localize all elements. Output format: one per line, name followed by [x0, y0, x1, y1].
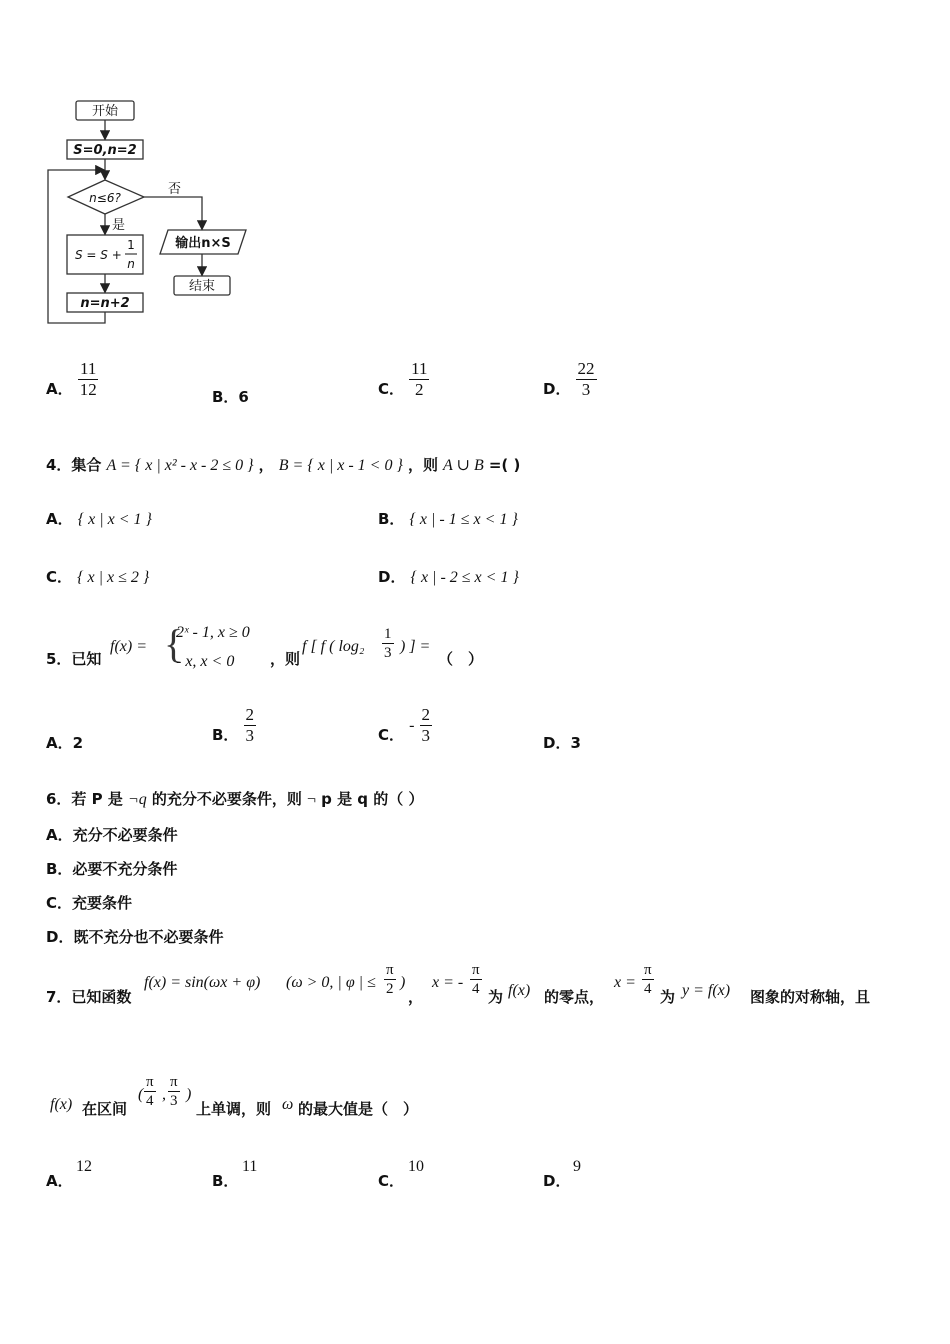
- q5-option-c-sign: -: [409, 717, 415, 734]
- q3-option-c-frac: [409, 360, 429, 399]
- q4-option-d-value: { x | - 2 ≤ x < 1 }: [410, 569, 519, 586]
- q7-option-c-value: 10: [408, 1158, 424, 1175]
- q7-zero-frac: [470, 962, 482, 997]
- q5-mid: ，则: [270, 650, 301, 668]
- q7-omega: ω: [282, 1096, 294, 1113]
- q3-option-d[interactable]: [543, 360, 597, 399]
- q7-axis-num: π: [644, 962, 652, 978]
- q7-option-c-label: C．: [378, 1172, 405, 1190]
- q5-expr-post: ) ] =: [400, 638, 431, 655]
- q3-option-d-label: D．: [543, 380, 571, 398]
- q7-int-open: (: [138, 1086, 144, 1103]
- q7-line2-fx: f(x): [50, 1096, 73, 1113]
- q4-option-c-label: C．: [46, 568, 73, 586]
- flow-output-label: 输出n×S: [175, 236, 231, 251]
- q4-option-a-value: { x | x < 1 }: [77, 511, 152, 528]
- q7-line2-text3: 的最大值是（ ）: [298, 1100, 419, 1118]
- q7-zero-text1: 为: [488, 988, 504, 1006]
- q5-expr-den: 3: [384, 645, 392, 661]
- q7-cond-end: ): [400, 974, 406, 991]
- q5-piecewise-brace: {: [164, 621, 184, 666]
- q6-stem-mid: 的充分不必要条件，则: [151, 790, 302, 808]
- q7-cond-den: 2: [386, 981, 394, 997]
- q5-option-c[interactable]: [378, 706, 432, 745]
- q7-axis-den: 4: [644, 981, 652, 997]
- flow-increment-label: n=n+2: [80, 296, 130, 311]
- q4-set-a: A = { x | x² - x - 2 ≤ 0 }: [106, 457, 254, 474]
- q6-option-d[interactable]: D．既不充分也不必要条件: [46, 928, 224, 946]
- q7-option-d-value: 9: [573, 1158, 581, 1175]
- flow-process-label: S = S +: [75, 248, 122, 262]
- q3-option-c-num: 11: [411, 359, 428, 378]
- q3-option-a[interactable]: [46, 360, 99, 399]
- q4-union: A ∪ B: [443, 457, 484, 474]
- q6-option-c[interactable]: C．充要条件: [46, 894, 133, 912]
- q4-option-d-label: D．: [378, 568, 406, 586]
- q7-cond-num: π: [386, 962, 394, 978]
- q5-option-d[interactable]: D．3: [543, 734, 581, 752]
- q3-option-c[interactable]: [378, 360, 429, 399]
- q7-line2-text1: 在区间: [82, 1100, 128, 1118]
- q7-option-d-label: D．: [543, 1172, 571, 1190]
- q7-zero-num: π: [472, 962, 480, 978]
- q4-option-a[interactable]: [46, 508, 152, 529]
- flow-no-label: 否: [168, 182, 182, 197]
- q7-prefix: 7．已知函数: [46, 988, 132, 1006]
- q3-option-a-den: 12: [79, 380, 97, 399]
- q7-int-frac2: [168, 1074, 180, 1109]
- q5-option-b-den: 3: [245, 726, 255, 745]
- q4-option-b-value: { x | - 1 ≤ x < 1 }: [409, 511, 518, 528]
- q7-int-close: ): [186, 1086, 192, 1103]
- q7-axis-pre: x =: [614, 974, 636, 991]
- q5-fx: f(x) =: [110, 638, 147, 655]
- q6-option-b[interactable]: B．必要不充分条件: [46, 860, 178, 878]
- q3-option-a-frac: [78, 360, 99, 399]
- q7-axis-frac: [642, 962, 654, 997]
- q4-suffix-pre: ，则: [407, 456, 438, 474]
- q5-option-c-den: 3: [421, 726, 431, 745]
- q4-comma: ，: [258, 456, 274, 474]
- flow-end-label: 结束: [188, 279, 216, 294]
- q5-option-b-num: 2: [245, 705, 255, 724]
- q5-case2: - x, x < 0: [176, 653, 235, 670]
- q7-axis-fx: y = f(x): [682, 982, 731, 999]
- q3-option-a-num: 11: [80, 359, 97, 378]
- q4-prefix: 4．集合: [46, 456, 102, 474]
- q7-option-b-value: 11: [242, 1158, 258, 1175]
- q4-option-b-label: B．: [378, 510, 405, 528]
- q5-suffix: （ ）: [438, 650, 484, 668]
- q4-suffix-post: =( ): [488, 456, 521, 474]
- flow-init-label: S=0,n=2: [73, 143, 137, 158]
- q4-set-b: B = { x | x - 1 < 0 }: [278, 457, 403, 474]
- q3-option-d-num: 22: [577, 359, 595, 378]
- q7-cond-frac: [384, 962, 396, 997]
- q7-comma1: ，: [408, 988, 424, 1006]
- q7-line2-text2: 上单调，则: [196, 1100, 272, 1118]
- q7-zero-fx: f(x): [508, 982, 531, 999]
- q6-stem-pre: 6．若 P 是: [46, 790, 123, 808]
- q5-expr-frac: [382, 626, 394, 661]
- q7-fdef: f(x) = sin(ωx + φ): [144, 974, 261, 991]
- q7-option-a-value: 12: [76, 1158, 92, 1175]
- q4-option-c[interactable]: [46, 566, 149, 587]
- q7-int-num2: π: [170, 1074, 178, 1090]
- q3-option-c-label: C．: [378, 380, 405, 398]
- flow-yes-label: 是: [112, 218, 126, 233]
- flow-process-num: 1: [127, 238, 135, 252]
- q6-not-symbol: ¬: [306, 791, 317, 808]
- q3-option-d-frac: [576, 360, 597, 399]
- q7-int-sep: ,: [162, 1086, 166, 1103]
- q6-stem: [46, 788, 423, 809]
- q5-case1: 2ˣ - 1, x ≥ 0: [176, 624, 250, 641]
- q7-int-den1: 4: [146, 1093, 154, 1109]
- q5-option-b[interactable]: [212, 706, 256, 745]
- q7-cond: (ω > 0, | φ | ≤: [286, 974, 376, 991]
- q5-option-a[interactable]: A．2: [46, 734, 84, 752]
- q4-option-d[interactable]: [378, 566, 519, 587]
- q4-option-b[interactable]: [378, 508, 518, 529]
- q7-stem-line2: [50, 1074, 650, 1122]
- q7-stem-line1: [46, 962, 906, 1010]
- flow-process-den: n: [127, 257, 135, 271]
- q6-stem-post: p 是 q 的（ ）: [321, 790, 424, 808]
- q3-option-a-label: A．: [46, 380, 73, 398]
- q4-option-a-label: A．: [46, 510, 73, 528]
- q7-zero-den: 4: [472, 981, 480, 997]
- q7-zero-text2: 的零点，: [544, 988, 605, 1006]
- q3-option-c-den: 2: [415, 380, 424, 399]
- q4-stem: [46, 452, 520, 479]
- q4-option-c-value: { x | x ≤ 2 }: [77, 569, 150, 586]
- q5-prefix: 5．已知: [46, 650, 102, 668]
- q3-option-b[interactable]: B．6: [212, 388, 249, 406]
- q5-option-b-frac: [244, 706, 257, 745]
- q7-zero-pre: x = -: [432, 974, 464, 991]
- q6-option-a[interactable]: A．充分不必要条件: [46, 826, 178, 844]
- flowchart: [40, 96, 260, 332]
- q5-option-c-num: 2: [421, 705, 431, 724]
- q5-option-c-frac: [420, 706, 433, 745]
- q5-expr-pre: f [ f ( log₂: [302, 638, 365, 655]
- q7-axis-text2: 图象的对称轴，且: [750, 988, 871, 1006]
- q5-option-c-label: C．: [378, 726, 405, 744]
- q5-expr-num: 1: [384, 626, 392, 642]
- q7-int-num1: π: [146, 1074, 154, 1090]
- q7-axis-text1: 为: [660, 988, 676, 1006]
- q7-option-a-label: A．: [46, 1172, 73, 1190]
- flow-start-label: 开始: [91, 104, 119, 119]
- flow-condition-label: n≤6?: [89, 191, 121, 205]
- q5-option-b-label: B．: [212, 726, 239, 744]
- q6-not-q: ¬q: [127, 791, 147, 808]
- q3-option-d-den: 3: [581, 380, 591, 399]
- q7-int-frac1: [144, 1074, 156, 1109]
- q7-option-b-label: B．: [212, 1172, 239, 1190]
- q7-int-den2: 3: [170, 1093, 178, 1109]
